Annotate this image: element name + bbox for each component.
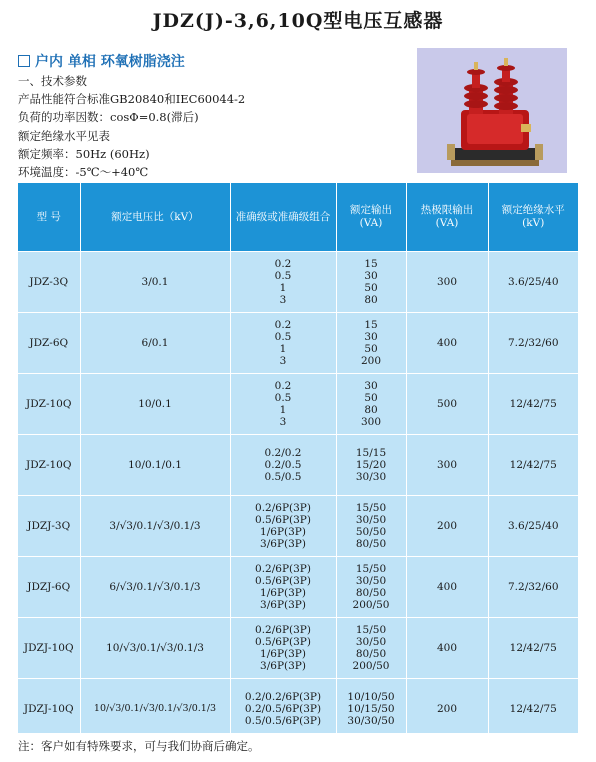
cell-insulation-level: 3.6/25/40 [488,496,578,557]
cell-model: JDZ-10Q [18,374,80,435]
cell-insulation-level: 12/42/75 [488,435,578,496]
transformer-photo [417,48,567,173]
cell-rated-output: 15 30 50 80 [336,252,406,313]
table-row [18,557,578,618]
cell-thermal-output: 300 [406,435,488,496]
cell-rated-output: 15 30 50 200 [336,313,406,374]
spec-list [18,72,245,181]
cell-thermal-output: 400 [406,313,488,374]
cell-insulation-level: 7.2/32/60 [488,313,578,374]
table-row [18,313,578,374]
spec-line: 环境温度：-5℃～+40℃ [18,165,149,180]
header-rated-output: 额定输出 (VA) [336,183,406,252]
spec-line: 负荷的功率因数：cosΦ=0.8(滞后) [18,110,199,125]
header-model: 型 号 [18,183,80,252]
table-row [18,496,578,557]
cell-model: JDZJ-10Q [18,618,80,679]
header-accuracy-class: 准确级或准确级组合 [230,183,336,252]
cell-model: JDZ-6Q [18,313,80,374]
footnote: 注：客户如有特殊要求，可与我们协商后确定。 [18,739,260,753]
cell-thermal-output: 300 [406,252,488,313]
section-heading [18,51,185,71]
cell-rated-output: 15/50 30/50 80/50 200/50 [336,618,406,679]
cell-rated-output: 30 50 80 300 [336,374,406,435]
cell-accuracy-class: 0.2/6P(3P) 0.5/6P(3P) 1/6P(3P) 3/6P(3P) [230,618,336,679]
cell-model: JDZJ-10Q [18,679,80,740]
cell-thermal-output: 200 [406,679,488,740]
header-thermal-output: 热极限输出 (VA) [406,183,488,252]
table-row [18,435,578,496]
cell-accuracy-class: 0.2 0.5 1 3 [230,252,336,313]
cell-thermal-output: 500 [406,374,488,435]
table-row [18,679,578,740]
cell-thermal-output: 400 [406,618,488,679]
table-row [18,252,578,313]
cell-rated-output: 10/10/50 10/15/50 30/30/50 [336,679,406,740]
cell-voltage-ratio: 6/0.1 [80,313,230,374]
cell-model: JDZ-3Q [18,252,80,313]
spec-table-container [18,183,578,733]
cell-accuracy-class: 0.2 0.5 1 3 [230,313,336,374]
spec-line: 产品性能符合标准GB20840和IEC60044-2 [18,92,246,107]
table-row [18,374,578,435]
cell-model: JDZJ-6Q [18,557,80,618]
cell-insulation-level: 12/42/75 [488,374,578,435]
cell-accuracy-class: 0.2/6P(3P) 0.5/6P(3P) 1/6P(3P) 3/6P(3P) [230,496,336,557]
cell-voltage-ratio: 10/√3/0.1/√3/0.1/√3/0.1/3 [80,679,230,740]
cell-insulation-level: 12/42/75 [488,679,578,740]
cell-voltage-ratio: 10/0.1/0.1 [80,435,230,496]
header-insulation-level: 额定绝缘水平 (kV) [488,183,578,252]
cell-insulation-level: 3.6/25/40 [488,252,578,313]
cell-accuracy-class: 0.2/0.2 0.2/0.5 0.5/0.5 [230,435,336,496]
cell-rated-output: 15/50 30/50 80/50 200/50 [336,557,406,618]
header-voltage-ratio: 额定电压比（kV） [80,183,230,252]
cell-thermal-output: 400 [406,557,488,618]
spec-table [18,183,578,740]
spec-line: 额定频率：50Hz (60Hz) [18,146,150,161]
cell-accuracy-class: 0.2 0.5 1 3 [230,374,336,435]
cell-voltage-ratio: 3/0.1 [80,252,230,313]
cell-voltage-ratio: 10/√3/0.1/√3/0.1/3 [80,618,230,679]
cell-insulation-level: 7.2/32/60 [488,557,578,618]
cell-thermal-output: 200 [406,496,488,557]
page-title: JDZ(J)-3,6,10Q型电压互感器 [152,10,444,32]
cell-insulation-level: 12/42/75 [488,618,578,679]
cell-voltage-ratio: 10/0.1 [80,374,230,435]
cell-model: JDZJ-3Q [18,496,80,557]
cell-rated-output: 15/15 15/20 30/30 [336,435,406,496]
section-heading-text: 户内 单相 环氧树脂浇注 [35,54,185,70]
table-row [18,618,578,679]
spec-line: 额定绝缘水平见表 [18,128,110,143]
cell-voltage-ratio: 6/√3/0.1/√3/0.1/3 [80,557,230,618]
table-header-row [18,183,578,252]
square-bullet-icon [18,55,30,67]
cell-accuracy-class: 0.2/6P(3P) 0.5/6P(3P) 1/6P(3P) 3/6P(3P) [230,557,336,618]
spec-line: 一、技术参数 [18,74,87,88]
cell-rated-output: 15/50 30/50 50/50 80/50 [336,496,406,557]
cell-model: JDZ-10Q [18,435,80,496]
cell-voltage-ratio: 3/√3/0.1/√3/0.1/3 [80,496,230,557]
cell-accuracy-class: 0.2/0.2/6P(3P) 0.2/0.5/6P(3P) 0.5/0.5/6P(3P) [230,679,336,740]
